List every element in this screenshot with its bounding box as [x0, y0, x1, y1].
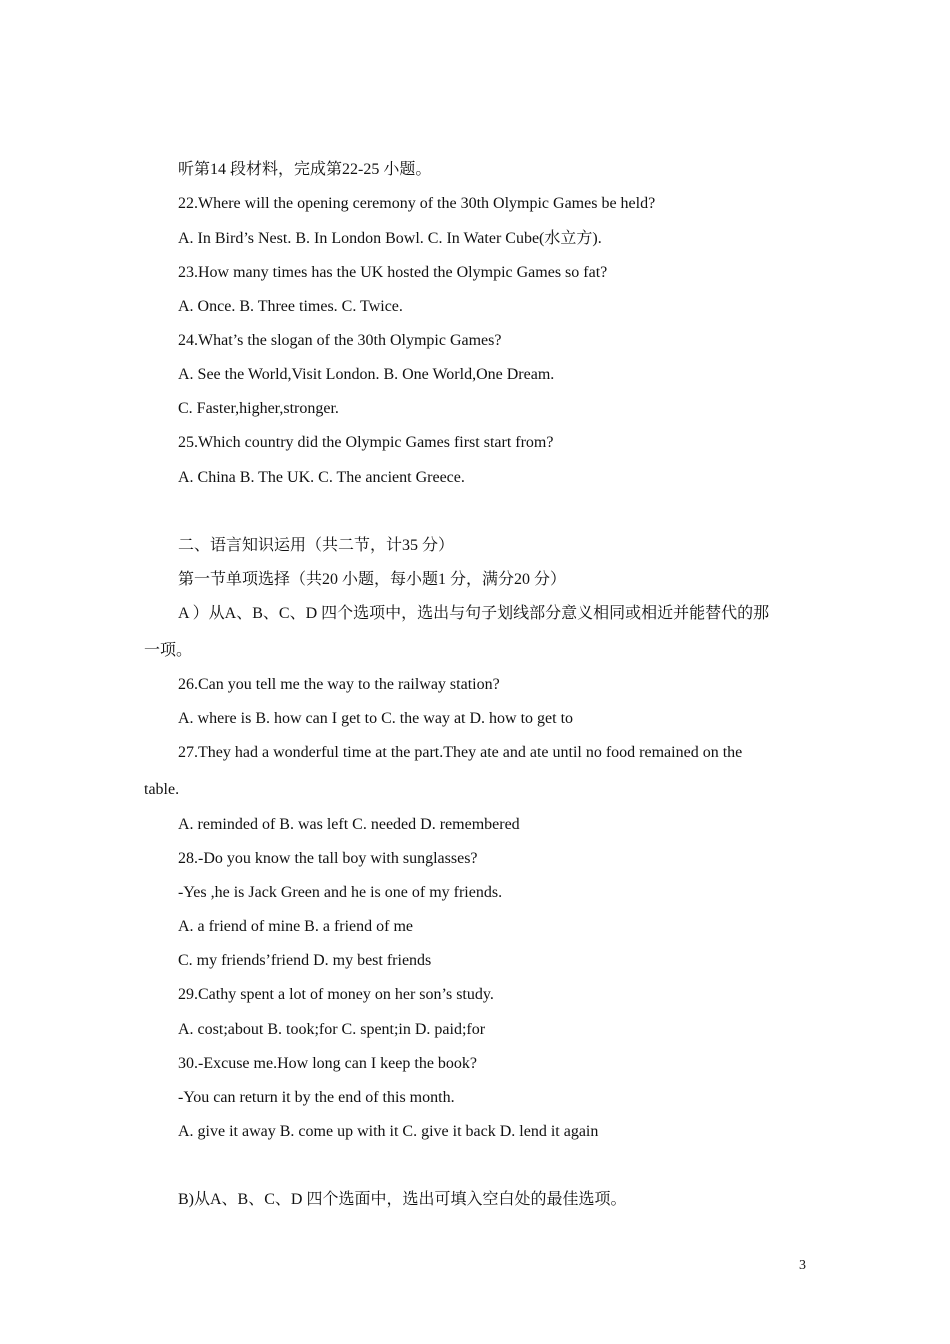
options-30: A. give it away B. come up with it C. give it back D. lend it again — [178, 1123, 599, 1140]
subsection-a-instruction-cont: 一项。 — [144, 642, 193, 659]
question-27: 27.They had a wonderful time at the part.They ate and ate until no food remained on the — [178, 744, 743, 761]
options-25: A. China B. The UK. C. The ancient Greece. — [178, 469, 465, 486]
subsection-b-instruction: B)从A、B、C、D 四个选面中，选出可填入空白处的最佳选项。 — [178, 1191, 627, 1208]
options-29: A. cost;about B. took;for C. spent;in D. paid;for — [178, 1021, 486, 1038]
question-30: 30.-Excuse me.How long can I keep the book? — [178, 1055, 478, 1072]
options-24-ab: A. See the World,Visit London. B. One World,One Dream. — [178, 366, 555, 383]
options-24-c: C. Faster,higher,stronger. — [178, 400, 339, 417]
question-26: 26.Can you tell me the way to the railway station? — [178, 676, 500, 693]
section-instruction-14: 听第14 段材料，完成第22-25 小题。 — [178, 161, 432, 178]
question-22: 22.Where will the opening ceremony of the 30th Olympic Games be held? — [178, 195, 656, 212]
options-23: A. Once. B. Three times. C. Twice. — [178, 298, 403, 315]
question-29: 29.Cathy spent a lot of money on her son’s study. — [178, 986, 494, 1003]
options-28-ab: A. a friend of mine B. a friend of me — [178, 918, 414, 935]
part-two-heading: 二、语言知识运用（共二节，计35 分） — [178, 537, 455, 554]
subsection-a-instruction: A ）从A、B、C、D 四个选项中，选出与句子划线部分意义相同或相近并能替代的那 — [178, 605, 770, 622]
question-30-reply: -You can return it by the end of this month. — [178, 1089, 455, 1106]
options-22: A. In Bird’s Nest. B. In London Bowl. C. In Water Cube(水立方). — [178, 230, 602, 247]
question-24: 24.What’s the slogan of the 30th Olympic Games? — [178, 332, 502, 349]
options-27: A. reminded of B. was left C. needed D. remembered — [178, 816, 520, 833]
page-number: 3 — [799, 1258, 806, 1273]
options-28-cd: C. my friends’friend D. my best friends — [178, 952, 432, 969]
question-28: 28.-Do you know the tall boy with sunglasses? — [178, 850, 478, 867]
question-23: 23.How many times has the UK hosted the Olympic Games so fat? — [178, 264, 608, 281]
question-27-cont: table. — [144, 781, 180, 798]
question-28-reply: -Yes ,he is Jack Green and he is one of my friends. — [178, 884, 503, 901]
question-25: 25.Which country did the Olympic Games first start from? — [178, 434, 554, 451]
section-one-heading: 第一节单项选择（共20 小题，每小题1 分，满分20 分） — [178, 571, 567, 588]
options-26: A. where is B. how can I get to C. the way at D. how to get to — [178, 710, 574, 727]
